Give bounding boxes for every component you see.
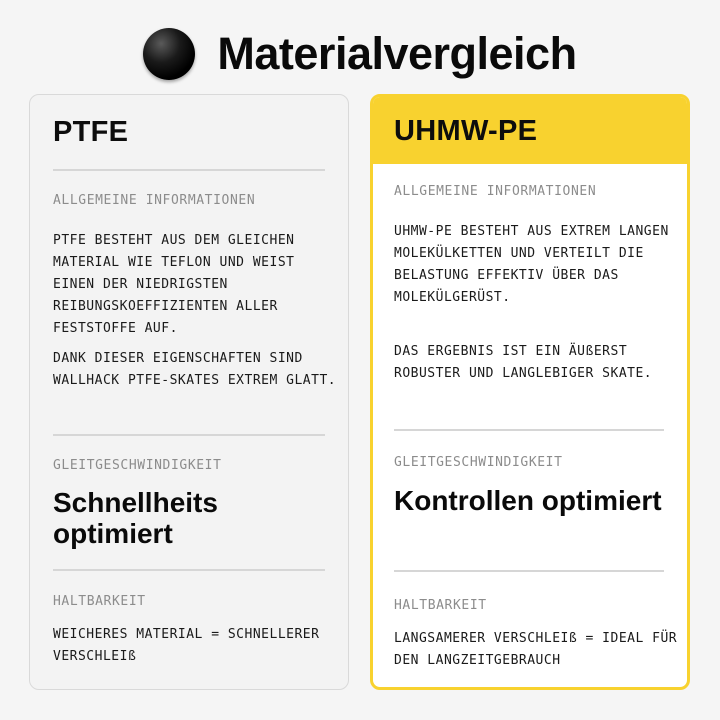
page-header [0,22,720,86]
general-info-label: ALLGEMEINE INFORMATIONEN [394,184,597,199]
general-info-text-2: DANK DIESER EIGENSCHAFTEN SIND WALLHACK PTFE-SKATES EXTREM GLATT. [53,351,337,388]
ptfe-card [29,94,349,690]
uhmw-pe-card [370,94,690,690]
durability-label: HALTBARKEIT [394,598,487,613]
speed-label: GLEITGESCHWINDIGKEIT [394,455,563,470]
general-info-label: ALLGEMEINE INFORMATIONEN [53,193,256,208]
divider [394,570,664,572]
divider [53,434,325,436]
uhmw-pe-card-header [373,97,687,164]
general-info-text-2: DAS ERGEBNIS IST EIN ÄUßERST ROBUSTER UND LANGLEBIGER SKATE. [394,344,653,381]
divider [53,569,325,571]
ptfe-card-header [30,95,348,171]
page-title: Materialvergleich [217,28,577,79]
speed-value: Kontrollen optimiert [394,485,662,516]
durability-text: LANGSAMERER VERSCHLEIß = IDEAL FÜR DEN LANGZEITGEBRAUCH [394,631,678,668]
durability-label: HALTBARKEIT [53,594,146,609]
divider [53,169,325,171]
ptfe-card-title: PTFE [53,116,129,148]
durability-text: WEICHERES MATERIAL = SCHNELLERER VERSCHLEIß [53,627,320,664]
speed-value: Schnellheits optimiert [53,487,218,549]
divider [394,429,664,431]
uhmw-pe-card-title: UHMW-PE [394,115,538,147]
general-info-text-1: PTFE BESTEHT AUS DEM GLEICHEN MATERIAL WIE TEFLON UND WEIST EINEN DER NIEDRIGSTEN REIBUNGSKOEFFIZIENTEN ALLER FESTSTOFFE AUF. [53,233,295,336]
general-info-text-1: UHMW-PE BESTEHT AUS EXTREM LANGEN MOLEKÜLKETTEN UND VERTEILT DIE BELASTUNG EFFEKTIV ÜBER DAS MOLEKÜLGERÜST. [394,224,669,305]
speed-label: GLEITGESCHWINDIGKEIT [53,458,222,473]
black-sphere-icon [143,28,195,80]
